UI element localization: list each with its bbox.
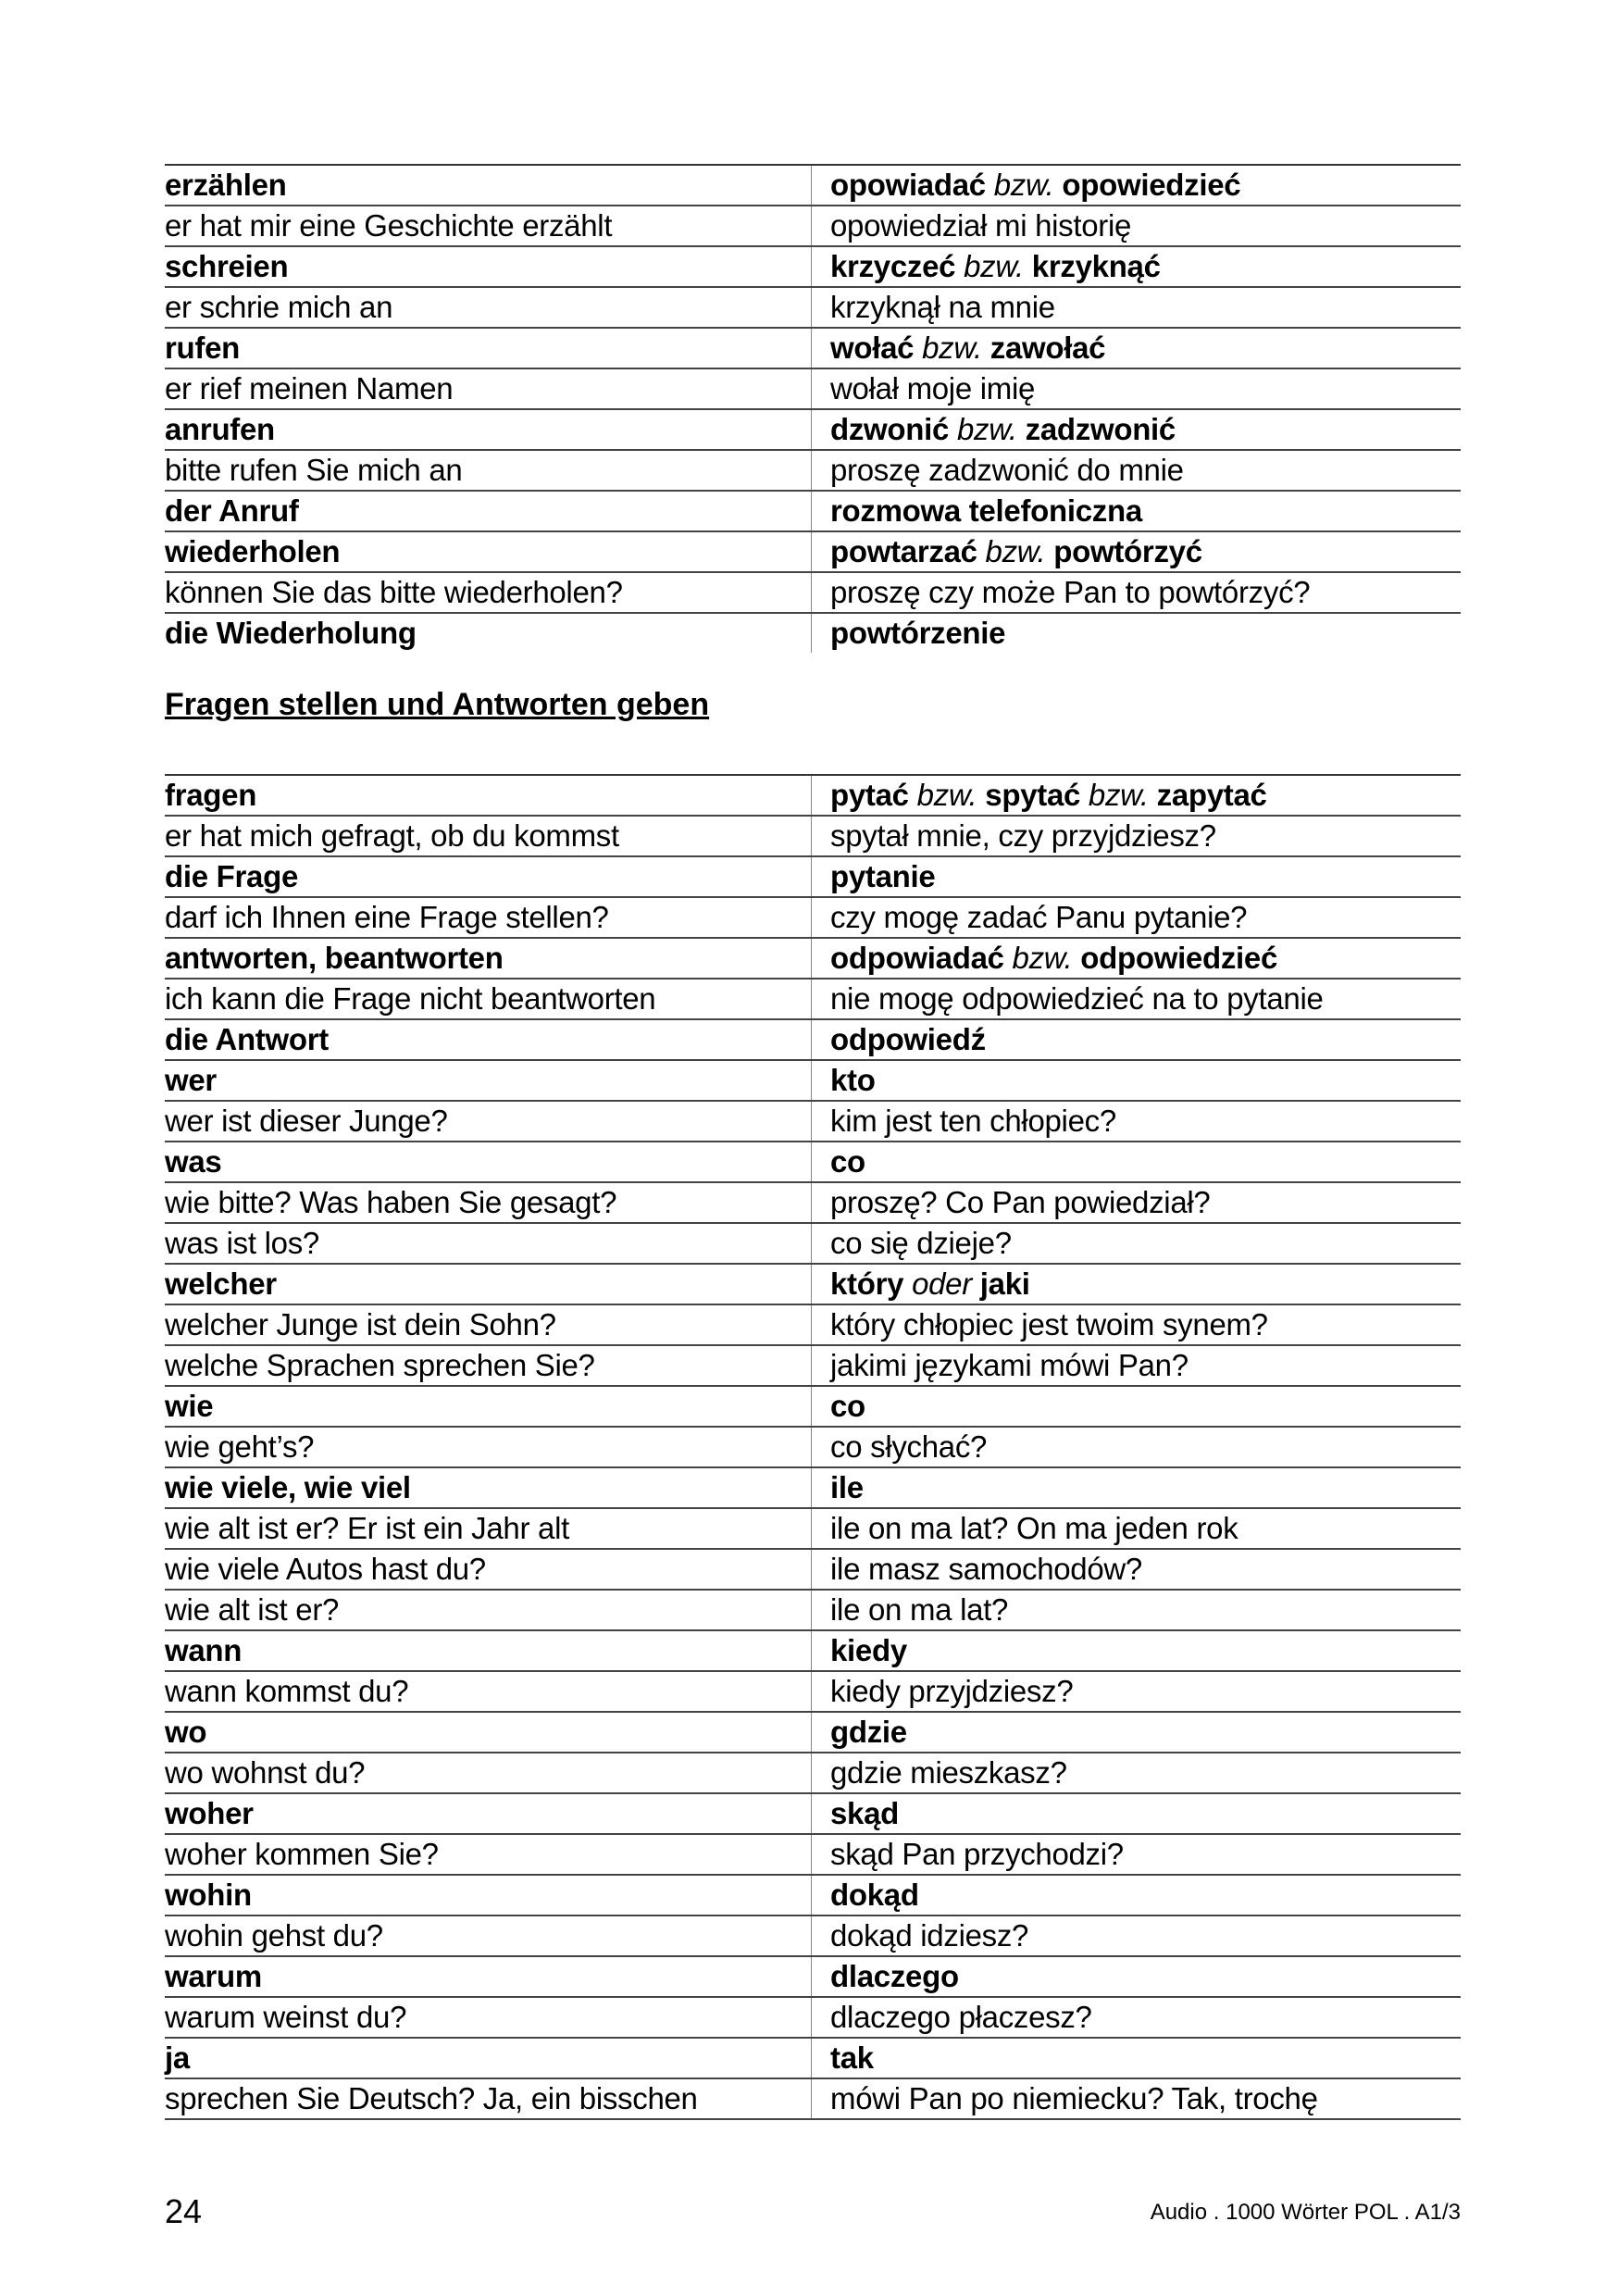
polish-cell bbox=[812, 573, 1310, 612]
vocabulary-table-2 bbox=[165, 774, 1461, 2120]
german-cell: woher bbox=[165, 1794, 812, 1833]
vocab-entry-row bbox=[165, 1142, 1461, 1183]
polish-text: powtórzenie bbox=[830, 616, 1006, 650]
vocab-entry-row bbox=[165, 410, 1461, 451]
polish-cell bbox=[812, 451, 1184, 490]
polish-cell bbox=[812, 1468, 864, 1507]
polish-text: nie mogę odpowiedzieć na to pytanie bbox=[830, 981, 1324, 1016]
polish-cell bbox=[812, 1876, 919, 1915]
connector-text: bzw. bbox=[1003, 941, 1081, 975]
german-cell: woher kommen Sie? bbox=[165, 1835, 812, 1874]
vocab-entry-row bbox=[165, 532, 1461, 573]
vocab-entry-row bbox=[165, 776, 1461, 817]
vocab-entry-row bbox=[165, 857, 1461, 898]
example-row bbox=[165, 1509, 1461, 1550]
polish-cell bbox=[812, 1998, 1092, 2037]
polish-text: który chłopiec jest twoim synem? bbox=[830, 1307, 1268, 1341]
german-cell: welche Sprachen sprechen Sie? bbox=[165, 1346, 812, 1385]
polish-cell bbox=[812, 1142, 865, 1181]
polish-cell bbox=[812, 1387, 865, 1426]
polish-text: krzyknął na mnie bbox=[830, 290, 1055, 324]
vocab-entry-row bbox=[165, 1713, 1461, 1753]
example-row bbox=[165, 288, 1461, 329]
polish-cell bbox=[812, 980, 1324, 1018]
example-row bbox=[165, 817, 1461, 857]
vocab-entry-row bbox=[165, 1794, 1461, 1835]
polish-text: skąd Pan przychodzi? bbox=[830, 1837, 1124, 1871]
german-cell: wie alt ist er? Er ist ein Jahr alt bbox=[165, 1509, 812, 1548]
polish-text: kim jest ten chłopiec? bbox=[830, 1104, 1116, 1138]
polish-cell bbox=[812, 1713, 907, 1752]
polish-text: wołał moje imię bbox=[830, 371, 1036, 406]
polish-text: pytać bbox=[830, 778, 909, 812]
german-cell: wie bitte? Was haben Sie gesagt? bbox=[165, 1183, 812, 1222]
polish-text: kto bbox=[830, 1063, 876, 1097]
polish-cell bbox=[812, 776, 1267, 815]
german-cell: wer ist dieser Junge? bbox=[165, 1102, 812, 1141]
polish-text: dlaczego bbox=[830, 1959, 959, 1993]
connector-text: bzw. bbox=[949, 412, 1026, 446]
german-cell: anrufen bbox=[165, 410, 812, 449]
polish-cell bbox=[812, 1102, 1116, 1141]
vocab-entry-row bbox=[165, 1876, 1461, 1916]
german-cell: wie geht’s? bbox=[165, 1428, 812, 1466]
polish-cell bbox=[812, 1591, 1008, 1629]
polish-text: dzwonić bbox=[830, 412, 950, 446]
german-cell: welcher Junge ist dein Sohn? bbox=[165, 1305, 812, 1344]
german-cell: was ist los? bbox=[165, 1224, 812, 1263]
german-cell: darf ich Ihnen eine Frage stellen? bbox=[165, 898, 812, 937]
polish-text: gdzie bbox=[830, 1715, 907, 1749]
german-cell: schreien bbox=[165, 247, 812, 286]
polish-text: proszę zadzwonić do mnie bbox=[830, 453, 1184, 487]
german-cell: wie viele Autos hast du? bbox=[165, 1550, 812, 1589]
polish-text: ile on ma lat? On ma jeden rok bbox=[830, 1511, 1238, 1545]
german-cell: erzählen bbox=[165, 166, 812, 205]
german-cell: die Frage bbox=[165, 857, 812, 896]
polish-text: krzyknąć bbox=[1031, 249, 1161, 283]
polish-cell bbox=[812, 1916, 1028, 1955]
polish-cell bbox=[812, 1224, 1012, 1263]
german-cell: ich kann die Frage nicht beantworten bbox=[165, 980, 812, 1018]
polish-text: zawołać bbox=[989, 331, 1106, 365]
example-row bbox=[165, 1224, 1461, 1265]
polish-cell bbox=[812, 1428, 987, 1466]
polish-text: pytanie bbox=[830, 859, 936, 893]
vocab-entry-row bbox=[165, 1468, 1461, 1509]
polish-cell bbox=[812, 2079, 1318, 2118]
german-cell: wo bbox=[165, 1713, 812, 1752]
german-cell: welcher bbox=[165, 1265, 812, 1304]
vocab-entry-row bbox=[165, 614, 1461, 653]
german-cell: können Sie das bitte wiederholen? bbox=[165, 573, 812, 612]
polish-text: gdzie mieszkasz? bbox=[830, 1755, 1067, 1790]
example-row bbox=[165, 1753, 1461, 1794]
german-cell: wiederholen bbox=[165, 532, 812, 571]
polish-text: co bbox=[830, 1144, 865, 1179]
connector-text: bzw. bbox=[955, 249, 1032, 283]
example-row bbox=[165, 1835, 1461, 1876]
polish-text: kiedy przyjdziesz? bbox=[830, 1674, 1074, 1708]
polish-cell bbox=[812, 1265, 1030, 1304]
connector-text: bzw. bbox=[1080, 778, 1157, 812]
german-cell: wer bbox=[165, 1061, 812, 1100]
polish-cell bbox=[812, 410, 1176, 449]
example-row bbox=[165, 2079, 1461, 2120]
polish-text: dokąd bbox=[830, 1878, 919, 1912]
example-row bbox=[165, 1305, 1461, 1346]
vocab-entry-row bbox=[165, 1061, 1461, 1102]
polish-cell bbox=[812, 329, 1105, 368]
polish-cell bbox=[812, 1346, 1189, 1385]
polish-text: co słychać? bbox=[830, 1429, 988, 1464]
vocab-entry-row bbox=[165, 492, 1461, 532]
polish-text: proszę? Co Pan powiedział? bbox=[830, 1185, 1211, 1219]
polish-text: który bbox=[830, 1267, 904, 1301]
polish-text: dokąd idziesz? bbox=[830, 1918, 1029, 1953]
polish-cell bbox=[812, 247, 1161, 286]
example-row bbox=[165, 369, 1461, 410]
polish-cell bbox=[812, 939, 1277, 978]
polish-text: czy mogę zadać Panu pytanie? bbox=[830, 900, 1248, 934]
polish-text: mówi Pan po niemiecku? Tak, trochę bbox=[830, 2081, 1318, 2115]
connector-text: bzw. bbox=[985, 168, 1063, 202]
polish-cell bbox=[812, 2039, 874, 2078]
polish-cell bbox=[812, 1835, 1124, 1874]
german-cell: ja bbox=[165, 2039, 812, 2078]
polish-cell bbox=[812, 898, 1247, 937]
polish-cell bbox=[812, 1061, 876, 1100]
german-cell: fragen bbox=[165, 776, 812, 815]
german-cell: was bbox=[165, 1142, 812, 1181]
polish-text: powtórzyć bbox=[1053, 534, 1202, 568]
polish-text: krzyczeć bbox=[830, 249, 956, 283]
example-row bbox=[165, 1183, 1461, 1224]
german-cell: antworten, beantworten bbox=[165, 939, 812, 978]
polish-text: co bbox=[830, 1389, 865, 1423]
polish-text: odpowiedź bbox=[830, 1022, 986, 1056]
polish-text: odpowiedzieć bbox=[1080, 941, 1278, 975]
polish-text: opowiadać bbox=[830, 168, 986, 202]
polish-cell bbox=[812, 1753, 1067, 1792]
polish-text: ile on ma lat? bbox=[830, 1592, 1009, 1627]
vocab-entry-row bbox=[165, 1265, 1461, 1305]
vocabulary-table-1 bbox=[165, 164, 1461, 653]
polish-text: jakimi językami mówi Pan? bbox=[830, 1348, 1189, 1382]
polish-cell bbox=[812, 206, 1131, 245]
polish-cell bbox=[812, 817, 1216, 855]
polish-cell bbox=[812, 288, 1055, 327]
polish-text: odpowiadać bbox=[830, 941, 1004, 975]
german-cell: warum weinst du? bbox=[165, 1998, 812, 2037]
polish-cell bbox=[812, 1305, 1268, 1344]
example-row bbox=[165, 451, 1461, 492]
polish-cell bbox=[812, 1183, 1210, 1222]
german-cell: die Wiederholung bbox=[165, 614, 812, 653]
german-cell: der Anruf bbox=[165, 492, 812, 530]
polish-cell bbox=[812, 166, 1240, 205]
example-row bbox=[165, 1102, 1461, 1142]
german-cell: er hat mir eine Geschichte erzählt bbox=[165, 206, 812, 245]
german-cell: er schrie mich an bbox=[165, 288, 812, 327]
vocab-entry-row bbox=[165, 166, 1461, 206]
german-cell: wie viele, wie viel bbox=[165, 1468, 812, 1507]
vocab-entry-row bbox=[165, 247, 1461, 288]
polish-text: spytał mnie, czy przyjdziesz? bbox=[830, 818, 1216, 853]
polish-text: spytać bbox=[985, 778, 1081, 812]
polish-cell bbox=[812, 1509, 1238, 1548]
polish-cell bbox=[812, 1957, 959, 1996]
section-heading: Fragen stellen und Antworten geben bbox=[165, 687, 710, 722]
example-row bbox=[165, 1998, 1461, 2039]
footer-title: Audio . 1000 Wörter POL . A1/3 bbox=[1150, 2200, 1461, 2225]
vocab-entry-row bbox=[165, 1631, 1461, 1672]
polish-text: jaki bbox=[979, 1267, 1030, 1301]
example-row bbox=[165, 980, 1461, 1020]
polish-text: zapytać bbox=[1156, 778, 1267, 812]
polish-text: wołać bbox=[830, 331, 915, 365]
example-row bbox=[165, 1550, 1461, 1591]
german-cell: sprechen Sie Deutsch? Ja, ein bisschen bbox=[165, 2079, 812, 2118]
polish-text: kiedy bbox=[830, 1633, 907, 1667]
polish-cell bbox=[812, 1550, 1142, 1589]
polish-text: zadzwonić bbox=[1025, 412, 1176, 446]
polish-cell bbox=[812, 614, 1005, 653]
polish-text: proszę czy może Pan to powtórzyć? bbox=[830, 575, 1311, 609]
polish-text: opowiedzieć bbox=[1062, 168, 1241, 202]
connector-text: oder bbox=[903, 1267, 980, 1301]
polish-text: skąd bbox=[830, 1796, 900, 1830]
polish-text: powtarzać bbox=[830, 534, 977, 568]
vocab-entry-row bbox=[165, 2039, 1461, 2079]
polish-text: rozmowa telefoniczna bbox=[830, 493, 1142, 528]
example-row bbox=[165, 1346, 1461, 1387]
german-cell: wie alt ist er? bbox=[165, 1591, 812, 1629]
polish-text: opowiedział mi historię bbox=[830, 208, 1132, 243]
german-cell: wie bbox=[165, 1387, 812, 1426]
german-cell: wohin bbox=[165, 1876, 812, 1915]
example-row bbox=[165, 573, 1461, 614]
connector-text: bzw. bbox=[977, 534, 1054, 568]
connector-text: bzw. bbox=[914, 331, 990, 365]
vocab-entry-row bbox=[165, 329, 1461, 369]
polish-text: tak bbox=[830, 2040, 874, 2075]
german-cell: er hat mich gefragt, ob du kommst bbox=[165, 817, 812, 855]
vocab-entry-row bbox=[165, 1020, 1461, 1061]
example-row bbox=[165, 898, 1461, 939]
german-cell: wo wohnst du? bbox=[165, 1753, 812, 1792]
polish-cell bbox=[812, 492, 1142, 530]
german-cell: rufen bbox=[165, 329, 812, 368]
polish-text: co się dzieje? bbox=[830, 1226, 1012, 1260]
polish-cell bbox=[812, 1794, 899, 1833]
polish-cell bbox=[812, 532, 1202, 571]
polish-cell bbox=[812, 857, 935, 896]
example-row bbox=[165, 1428, 1461, 1468]
german-cell: wann bbox=[165, 1631, 812, 1670]
polish-cell bbox=[812, 369, 1035, 408]
german-cell: bitte rufen Sie mich an bbox=[165, 451, 812, 490]
polish-cell bbox=[812, 1631, 907, 1670]
vocab-entry-row bbox=[165, 939, 1461, 980]
german-cell: warum bbox=[165, 1957, 812, 1996]
example-row bbox=[165, 1916, 1461, 1957]
polish-text: ile masz samochodów? bbox=[830, 1552, 1142, 1586]
example-row bbox=[165, 1591, 1461, 1631]
polish-text: ile bbox=[830, 1470, 864, 1504]
german-cell: wann kommst du? bbox=[165, 1672, 812, 1711]
polish-cell bbox=[812, 1672, 1073, 1711]
german-cell: wohin gehst du? bbox=[165, 1916, 812, 1955]
vocab-entry-row bbox=[165, 1387, 1461, 1428]
polish-cell bbox=[812, 1020, 986, 1059]
german-cell: er rief meinen Namen bbox=[165, 369, 812, 408]
example-row bbox=[165, 206, 1461, 247]
page-number: 24 bbox=[165, 2192, 203, 2230]
vocab-entry-row bbox=[165, 1957, 1461, 1998]
connector-text: bzw. bbox=[908, 778, 986, 812]
polish-text: dlaczego płaczesz? bbox=[830, 2000, 1092, 2034]
example-row bbox=[165, 1672, 1461, 1713]
german-cell: die Antwort bbox=[165, 1020, 812, 1059]
